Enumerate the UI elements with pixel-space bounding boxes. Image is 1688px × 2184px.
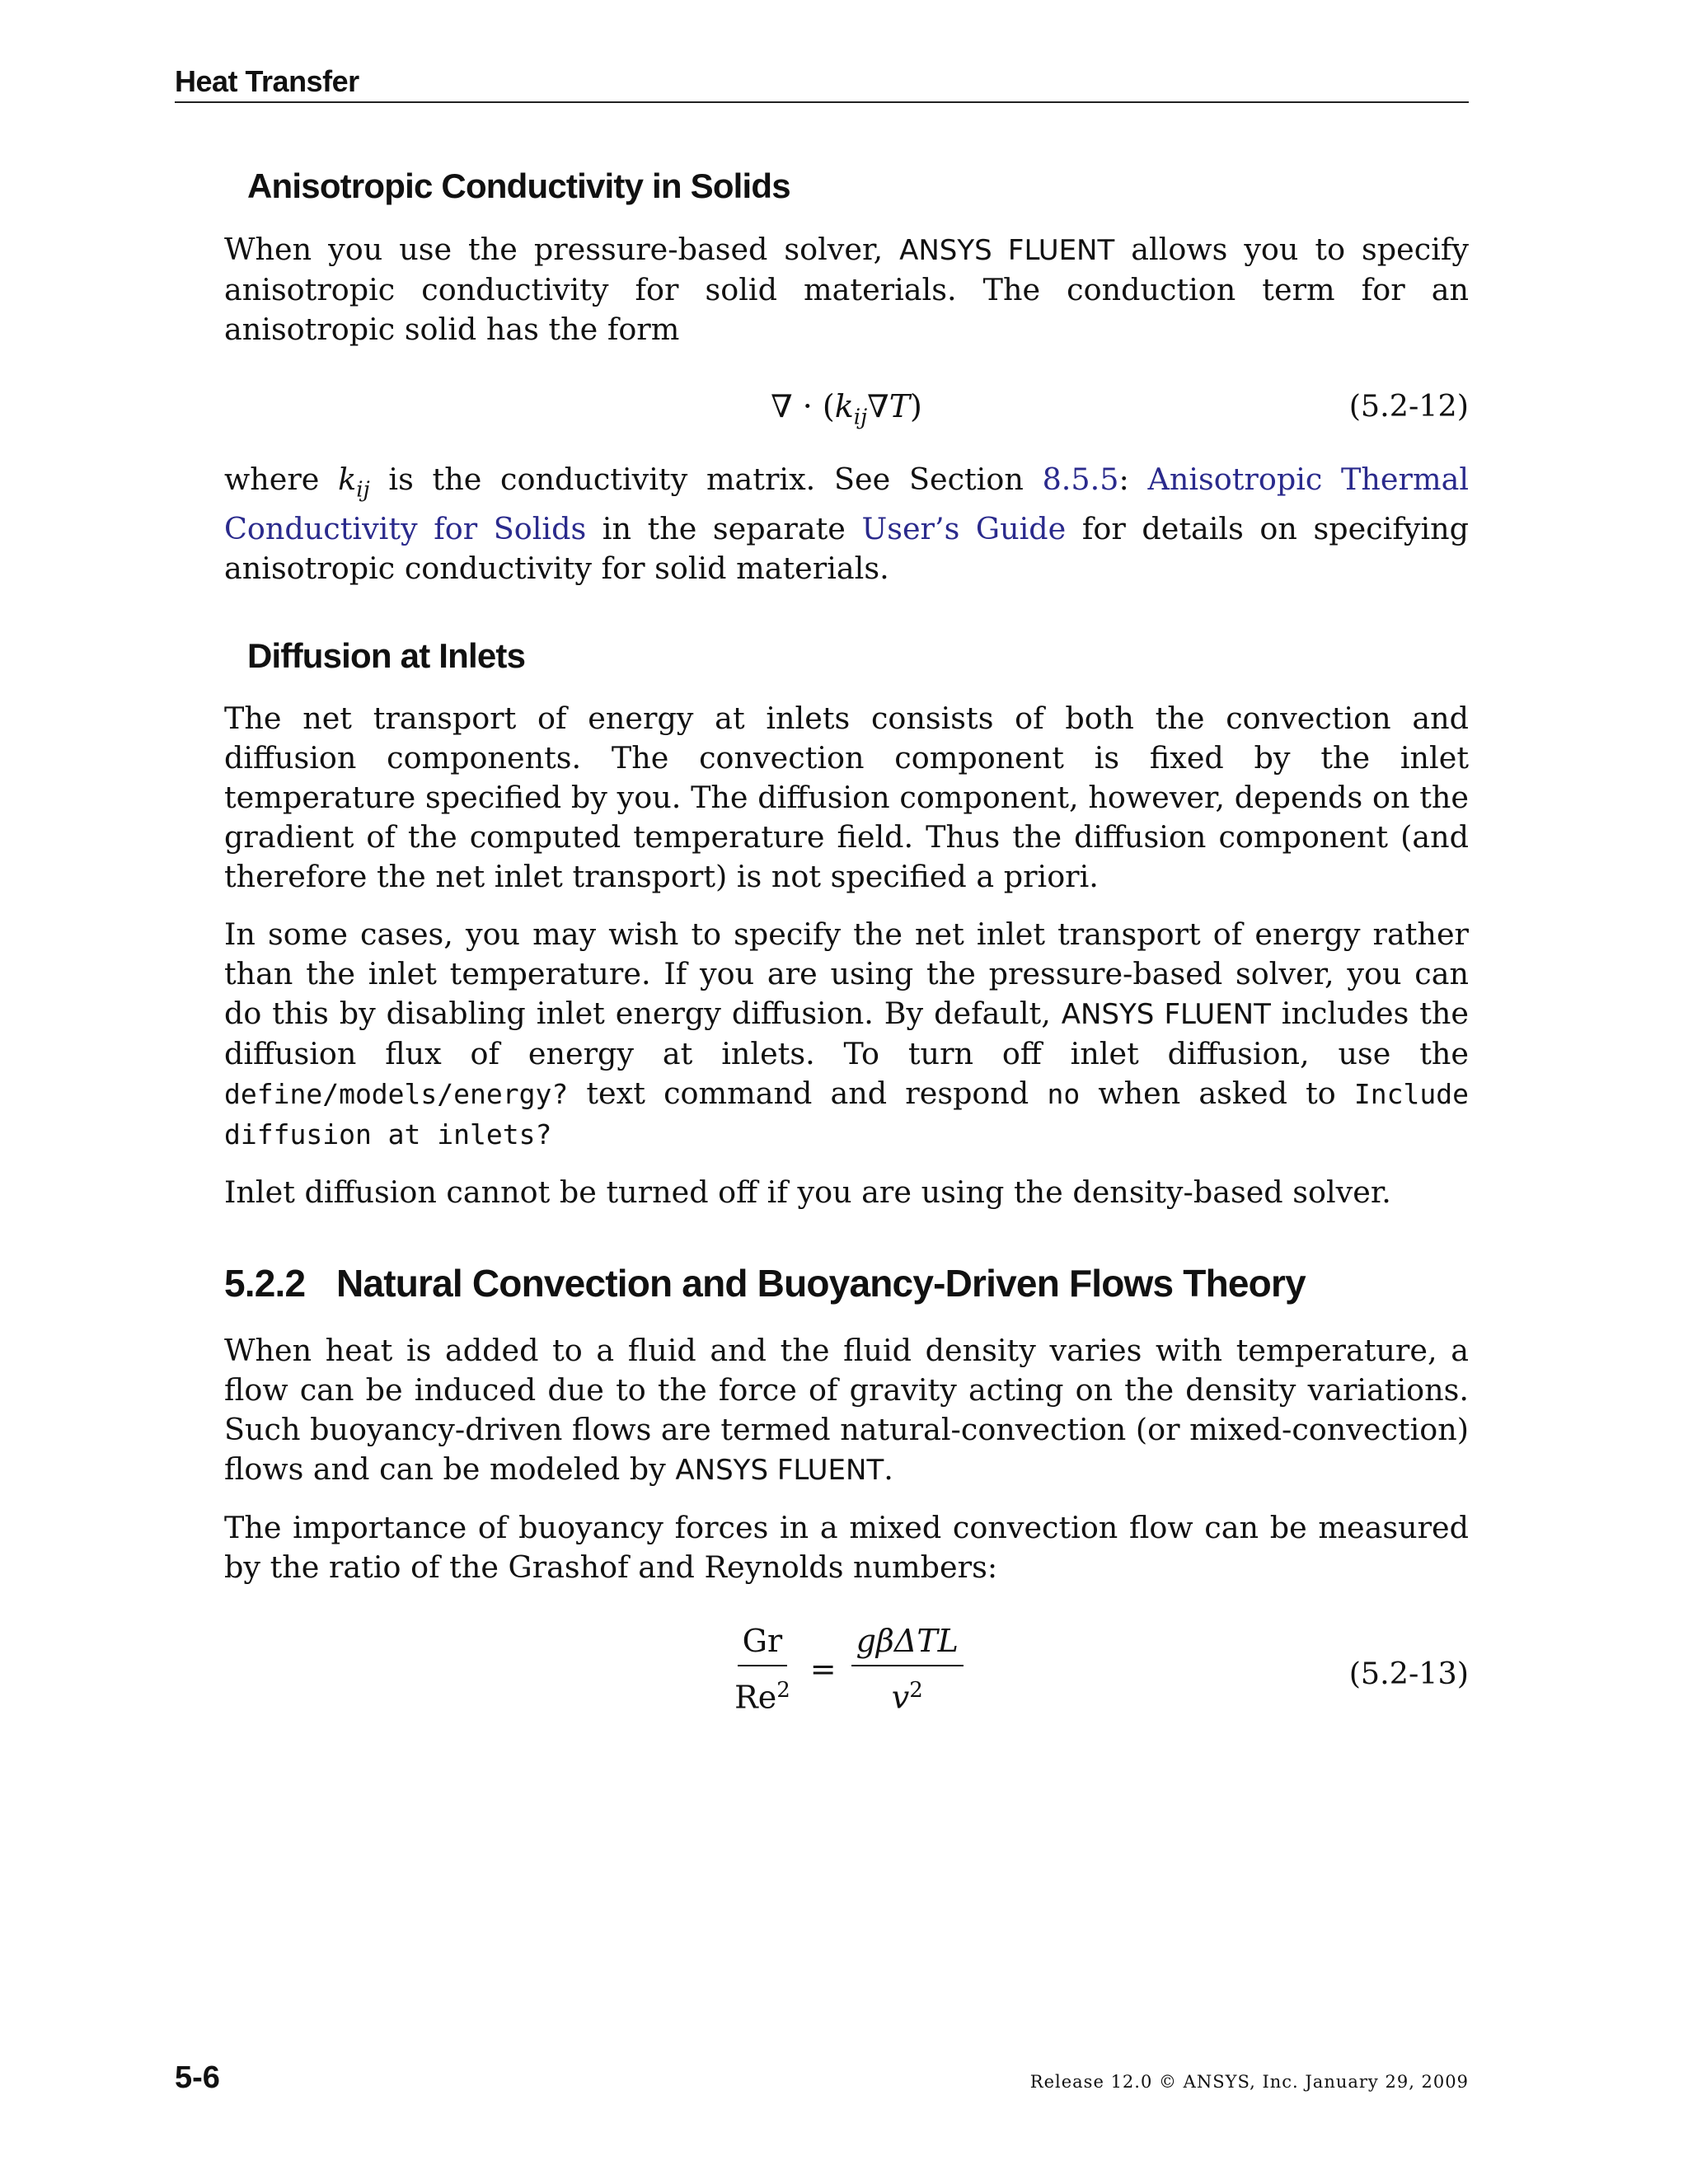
text: text command and respond bbox=[568, 1076, 1048, 1112]
symbol-k: k bbox=[338, 461, 357, 497]
text: includes the diffusion flux of energy at inlets. To turn off inlet diffusion, use the bbox=[224, 996, 1470, 1072]
paragraph-diffusion-intro: The net transport of energy at inlets consists of both the convection and diffusion components. The convection component is fixed by the inlet temperature specified by you. The diffusion component, however, depends on the gradient of the computed temperature field. Thus the diffusion component (and therefore the net inlet transport) is not specified a priori. bbox=[224, 701, 1469, 895]
text: in the separate bbox=[586, 510, 862, 546]
symbol-subscript: ij bbox=[356, 476, 370, 502]
paragraph-conductivity-matrix bbox=[224, 460, 1469, 588]
paragraph-natural-convection-intro bbox=[224, 1331, 1469, 1490]
equation-number: (5.2-12) bbox=[1348, 387, 1469, 424]
page-content bbox=[224, 165, 1469, 1752]
response-no: no bbox=[1047, 1078, 1081, 1111]
fraction-gr-re2 bbox=[729, 1620, 795, 1718]
link-anisotropic-thermal-conductivity[interactable]: Anisotropic Thermal Conductivity for Solids bbox=[224, 461, 1469, 546]
text: . bbox=[884, 1451, 893, 1487]
equation-5-2-13 bbox=[224, 1620, 1469, 1727]
text: : bbox=[1118, 461, 1148, 497]
text: is the conductivity matrix. See Section bbox=[369, 461, 1043, 497]
text: where bbox=[224, 461, 339, 497]
release-note: Release 12.0 © ANSYS, Inc. January 29, 2009 bbox=[1029, 2072, 1469, 2092]
text: When heat is added to a fluid and the fluid density varies with temperature, a flow can be induced due to the force of gravity acting on the density variations. Such buoyancy-driven flows are termed natural-convection (or mixed-convection) flows and can be modeled by bbox=[224, 1332, 1469, 1487]
link-section-8-5-5[interactable]: 8.5.5 bbox=[1042, 461, 1119, 497]
section-number: 5.2.2 bbox=[224, 1262, 306, 1305]
link-users-guide[interactable]: User’s Guide bbox=[861, 510, 1067, 546]
text: When you use the pressure-based solver, bbox=[224, 231, 900, 267]
paragraph-density-based-note: Inlet diffusion cannot be turned off if you are using the density-based solver. bbox=[224, 1174, 1391, 1211]
equation-body bbox=[224, 1620, 1469, 1718]
denominator-re2: Re$^2$ bbox=[734, 1677, 790, 1716]
product-name: ANSYS FLUENT bbox=[675, 1453, 884, 1487]
section-title: Natural Convection and Buoyancy-Driven Flows Theory bbox=[336, 1262, 1306, 1305]
text: for details on specifying anisotropic conductivity for solid materials. bbox=[224, 510, 1469, 586]
running-header: Heat Transfer bbox=[175, 64, 359, 98]
text: allows you to specify anisotropic conductivity for solid materials. The conduction term for an anisotropic solid has the form bbox=[224, 231, 1469, 347]
text: when asked to bbox=[1080, 1076, 1354, 1112]
paragraph-anisotropic-intro bbox=[224, 230, 1469, 349]
heading-diffusion-at-inlets: Diffusion at Inlets bbox=[247, 635, 526, 675]
heading-anisotropic-conductivity: Anisotropic Conductivity in Solids bbox=[247, 166, 790, 205]
prompt-text: Include diffusion at inlets? bbox=[224, 1078, 1469, 1151]
equals-sign: = bbox=[809, 1651, 837, 1688]
product-name: ANSYS FLUENT bbox=[1061, 998, 1271, 1032]
heading-natural-convection bbox=[224, 1260, 1469, 1308]
text: In some cases, you may wish to specify the net inlet transport of energy rather than the inlet temperature. If you are using the pressure-based solver, you can do this by disabling inlet energy diffusion. By default, bbox=[224, 916, 1469, 1032]
text: Re bbox=[734, 1679, 777, 1716]
text: v bbox=[891, 1679, 910, 1716]
paragraph-diffusion-disable bbox=[224, 915, 1469, 1155]
equation-body: ∇ · $(k_{ij}\nabla T)$ bbox=[771, 387, 922, 430]
equation-number: (5.2-13) bbox=[1348, 1655, 1469, 1691]
page-number: 5-6 bbox=[175, 2060, 220, 2095]
text-command: define/models/energy? bbox=[224, 1078, 569, 1111]
numerator-gr: Gr bbox=[738, 1620, 788, 1666]
fraction-gbdtl-v2 bbox=[851, 1620, 964, 1718]
header-rule bbox=[175, 101, 1469, 103]
product-name: ANSYS FLUENT bbox=[899, 233, 1115, 267]
equation-5-2-12 bbox=[224, 377, 1469, 435]
paragraph-grashof-reynolds: The importance of buoyancy forces in a mixed convection flow can be measured by the ratio of the Grashof and Reynolds numbers: bbox=[224, 1509, 1469, 1585]
denominator-v2: $v^2$ bbox=[891, 1677, 923, 1716]
numerator-gbdtl: gβΔTL bbox=[851, 1620, 964, 1666]
